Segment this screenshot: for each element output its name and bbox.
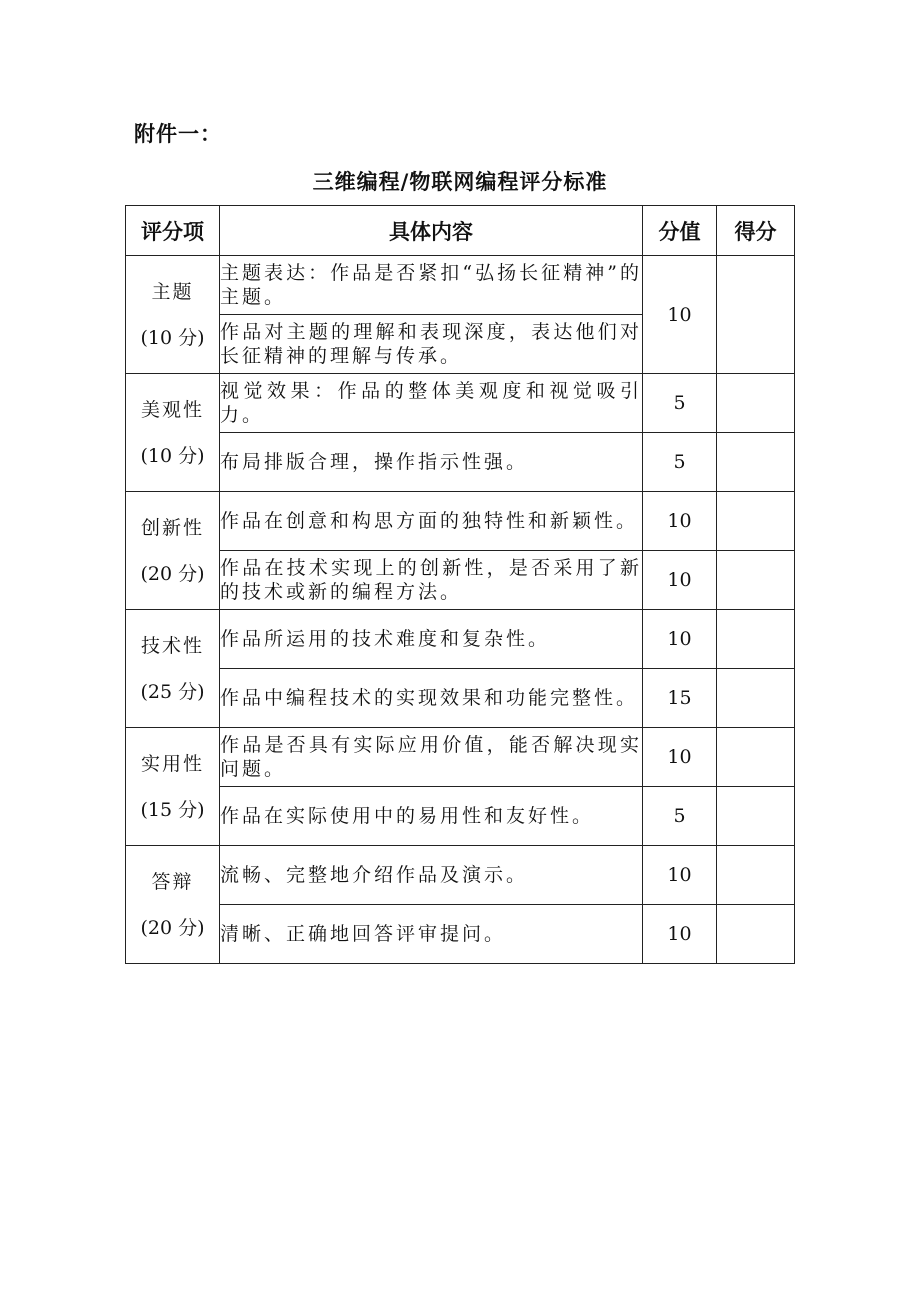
category-name: 创新性 bbox=[140, 516, 204, 539]
criterion-content: 作品在技术实现上的创新性，是否采用了新的技术或新的编程方法。 bbox=[220, 551, 643, 610]
criterion-points: 10 bbox=[643, 905, 717, 964]
score-input-cell[interactable] bbox=[717, 669, 795, 728]
score-input-cell[interactable] bbox=[717, 728, 795, 787]
header-item: 评分项 bbox=[126, 206, 220, 256]
category-name: 主题 bbox=[151, 280, 194, 303]
score-input-cell[interactable] bbox=[717, 787, 795, 846]
criterion-points: 5 bbox=[643, 787, 717, 846]
attachment-label: 附件一： bbox=[134, 122, 222, 146]
table-row bbox=[126, 256, 795, 315]
table-row bbox=[126, 728, 795, 787]
table-row bbox=[126, 492, 795, 551]
criterion-points: 5 bbox=[643, 433, 717, 492]
criterion-content: 作品中编程技术的实现效果和功能完整性。 bbox=[220, 669, 643, 728]
category-points: (10 分) bbox=[140, 326, 205, 349]
category-cell bbox=[126, 492, 220, 610]
score-input-cell[interactable] bbox=[717, 905, 795, 964]
criterion-points: 10 bbox=[643, 492, 717, 551]
scoring-table bbox=[125, 205, 795, 964]
criterion-content: 作品所运用的技术难度和复杂性。 bbox=[220, 610, 643, 669]
document-title: 三维编程/物联网编程评分标准 bbox=[312, 170, 608, 194]
table-row bbox=[126, 846, 795, 905]
table-row bbox=[126, 551, 795, 610]
criterion-content: 视觉效果：作品的整体美观度和视觉吸引力。 bbox=[220, 374, 643, 433]
table-row bbox=[126, 610, 795, 669]
criterion-content: 作品在创意和构思方面的独特性和新颖性。 bbox=[220, 492, 643, 551]
category-cell bbox=[126, 846, 220, 964]
criterion-content: 主题表达：作品是否紧扣“弘扬长征精神”的主题。 bbox=[220, 256, 643, 315]
criterion-points: 15 bbox=[643, 669, 717, 728]
score-input-cell[interactable] bbox=[717, 433, 795, 492]
category-name: 技术性 bbox=[140, 634, 204, 657]
criterion-content: 作品是否具有实际应用价值，能否解决现实问题。 bbox=[220, 728, 643, 787]
category-points: (20 分) bbox=[140, 562, 205, 585]
category-cell bbox=[126, 256, 220, 374]
category-cell bbox=[126, 610, 220, 728]
score-input-cell[interactable] bbox=[717, 374, 795, 433]
score-input-cell[interactable] bbox=[717, 551, 795, 610]
criterion-points: 10 bbox=[643, 610, 717, 669]
category-cell bbox=[126, 728, 220, 846]
criterion-points: 10 bbox=[643, 551, 717, 610]
criterion-points: 5 bbox=[643, 374, 717, 433]
header-points: 分值 bbox=[643, 206, 717, 256]
score-input-cell[interactable] bbox=[717, 492, 795, 551]
table-row bbox=[126, 374, 795, 433]
category-name: 实用性 bbox=[140, 752, 204, 775]
table-row bbox=[126, 669, 795, 728]
category-points: (20 分) bbox=[140, 916, 205, 939]
category-points: (25 分) bbox=[140, 680, 205, 703]
header-content: 具体内容 bbox=[220, 206, 643, 256]
header-score: 得分 bbox=[717, 206, 795, 256]
table-row bbox=[126, 787, 795, 846]
criterion-points: 10 bbox=[643, 846, 717, 905]
criterion-content: 布局排版合理，操作指示性强。 bbox=[220, 433, 643, 492]
table-header-row bbox=[126, 206, 795, 256]
table-row bbox=[126, 905, 795, 964]
score-input-cell[interactable] bbox=[717, 610, 795, 669]
table-row bbox=[126, 433, 795, 492]
criterion-content: 作品对主题的理解和表现深度，表达他们对长征精神的理解与传承。 bbox=[220, 315, 643, 374]
criterion-points: 10 bbox=[643, 728, 717, 787]
criterion-content: 清晰、正确地回答评审提问。 bbox=[220, 905, 643, 964]
category-name: 美观性 bbox=[140, 398, 204, 421]
criterion-content: 流畅、完整地介绍作品及演示。 bbox=[220, 846, 643, 905]
category-cell bbox=[126, 374, 220, 492]
score-input-cell[interactable] bbox=[717, 256, 795, 374]
category-name: 答辩 bbox=[151, 870, 194, 893]
criterion-content: 作品在实际使用中的易用性和友好性。 bbox=[220, 787, 643, 846]
score-input-cell[interactable] bbox=[717, 846, 795, 905]
criterion-points: 10 bbox=[643, 256, 717, 374]
category-points: (10 分) bbox=[140, 444, 205, 467]
category-points: (15 分) bbox=[140, 798, 205, 821]
